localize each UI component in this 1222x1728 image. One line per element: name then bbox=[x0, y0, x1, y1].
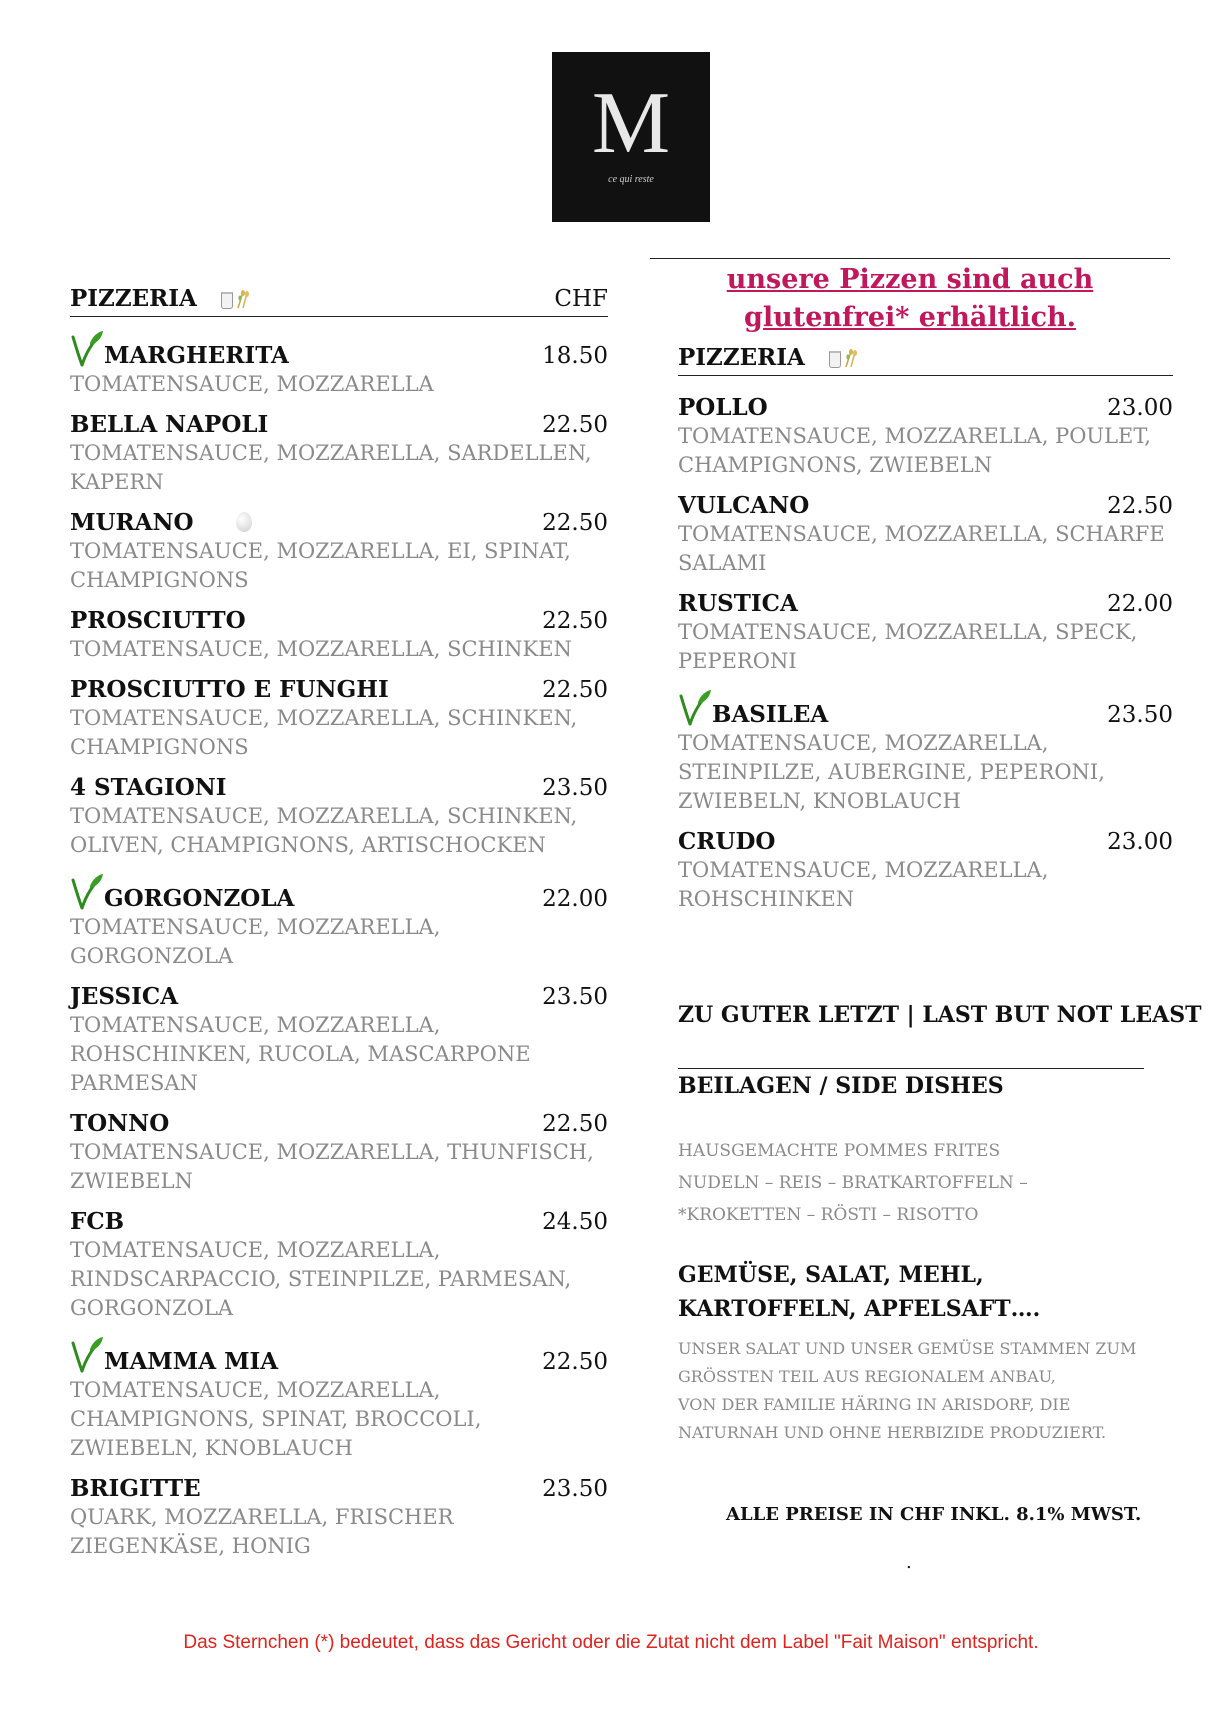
section-title: PIZZERIA bbox=[70, 285, 197, 312]
vegetables-line: NATURNAH UND OHNE HERBIZIDE PRODUZIERT. bbox=[678, 1423, 1107, 1442]
menu-item bbox=[70, 983, 608, 1098]
menu-item bbox=[70, 1335, 608, 1463]
menu-item-description: TOMATENSAUCE, MOZZARELLA, ROHSCHINKEN bbox=[678, 858, 1049, 911]
menu-item-name bbox=[678, 828, 775, 855]
menu-item-description: TOMATENSAUCE, MOZZARELLA, ROHSCHINKEN, RUCOLA, MASCARPONE PARMESAN bbox=[70, 1013, 531, 1095]
menu-item-row bbox=[70, 1110, 608, 1137]
menu-item-name-text: FCB bbox=[70, 1208, 125, 1235]
menu-item-row bbox=[70, 509, 608, 536]
vegetarian-leaf-icon bbox=[70, 329, 104, 369]
menu-item-price: 22.00 bbox=[542, 886, 608, 912]
menu-item-name bbox=[70, 1335, 278, 1375]
menu-item-name-text: TONNO bbox=[70, 1110, 170, 1137]
menu-item bbox=[678, 828, 1173, 914]
menu-item-price: 22.50 bbox=[542, 1349, 608, 1375]
menu-item-name-text: MAMMA MIA bbox=[104, 1348, 279, 1375]
menu-item-row bbox=[678, 394, 1173, 421]
right-section-header bbox=[678, 344, 1173, 376]
menu-item-name-text: MURANO bbox=[70, 509, 194, 536]
menu-item-description: TOMATENSAUCE, MOZZARELLA, STEINPILZE, AUBERGINE, PEPERONI, ZWIEBELN, KNOBLAUCH bbox=[678, 731, 1105, 813]
menu-item-name bbox=[70, 607, 246, 634]
menu-item-name bbox=[70, 1208, 124, 1235]
menu-item bbox=[678, 492, 1173, 578]
menu-item-name bbox=[70, 1110, 169, 1137]
menu-item-row bbox=[70, 983, 608, 1010]
menu-item-row bbox=[70, 872, 608, 912]
menu-item-name-text: GORGONZOLA bbox=[104, 885, 295, 912]
dot: . bbox=[906, 1552, 912, 1573]
menu-item-row bbox=[70, 774, 608, 801]
left-menu-column bbox=[70, 285, 608, 1561]
menu-item-description: TOMATENSAUCE, MOZZARELLA, SCHINKEN, OLIVEN, CHAMPIGNONS, ARTISCHOCKEN bbox=[70, 804, 578, 857]
menu-item-name-text: POLLO bbox=[678, 394, 768, 421]
menu-item-name bbox=[678, 394, 768, 421]
menu-item-price: 23.50 bbox=[542, 1476, 608, 1502]
menu-item bbox=[70, 1208, 608, 1323]
menu-item bbox=[70, 509, 608, 595]
menu-item-name-text: BRIGITTE bbox=[70, 1475, 201, 1502]
left-item-list bbox=[70, 329, 608, 1561]
menu-item-name bbox=[70, 983, 178, 1010]
wheat-icon bbox=[843, 348, 859, 368]
menu-item-price: 24.50 bbox=[542, 1209, 608, 1235]
left-section-header bbox=[70, 285, 608, 317]
menu-item-description: TOMATENSAUCE, MOZZARELLA, SPECK, PEPERONI bbox=[678, 620, 1138, 673]
menu-item-name-text: JESSICA bbox=[70, 983, 179, 1010]
currency-label: CHF bbox=[554, 286, 608, 312]
menu-item-price: 23.50 bbox=[1107, 702, 1173, 728]
vegetarian-leaf-icon bbox=[70, 872, 104, 912]
menu-item-name-text: BASILEA bbox=[712, 701, 829, 728]
menu-item-price: 23.00 bbox=[1107, 829, 1173, 855]
vegetables-text bbox=[678, 1335, 1148, 1447]
menu-item-row bbox=[70, 329, 608, 369]
menu-item-name-text: VULCANO bbox=[678, 492, 810, 519]
menu-item-price: 22.50 bbox=[542, 1111, 608, 1137]
section-title: PIZZERIA bbox=[678, 344, 805, 371]
right-menu-column bbox=[678, 344, 1173, 914]
menu-item-name-text: 4 STAGIONI bbox=[70, 774, 227, 801]
menu-item-row bbox=[678, 828, 1173, 855]
menu-item bbox=[70, 1110, 608, 1196]
vegetarian-leaf-icon bbox=[70, 1335, 104, 1375]
menu-item-price: 22.50 bbox=[542, 412, 608, 438]
right-item-list bbox=[678, 394, 1173, 914]
menu-item bbox=[70, 411, 608, 497]
menu-item-name bbox=[70, 1475, 201, 1502]
menu-item-row bbox=[70, 1475, 608, 1502]
menu-item-price: 23.50 bbox=[542, 984, 608, 1010]
menu-item-name-text: CRUDO bbox=[678, 828, 776, 855]
vegetables-heading: GEMÜSE, SALAT, MEHL, KARTOFFELN, APFELSAFT…. bbox=[678, 1262, 1041, 1322]
allergen-icons bbox=[221, 289, 251, 309]
menu-item-price: 23.50 bbox=[542, 775, 608, 801]
milk-cup-icon bbox=[221, 292, 233, 309]
menu-item-price: 22.50 bbox=[542, 677, 608, 703]
menu-item-price: 22.50 bbox=[542, 510, 608, 536]
vegetables-line: GRÖSSTEN TEIL AUS REGIONALEM ANBAU, bbox=[678, 1367, 1056, 1386]
milk-cup-icon bbox=[829, 351, 841, 368]
wheat-icon bbox=[235, 289, 251, 309]
menu-item-description: QUARK, MOZZARELLA, FRISCHER ZIEGENKÄSE, HONIG bbox=[70, 1505, 454, 1558]
logo-tagline: ce qui reste bbox=[608, 174, 654, 185]
menu-item-price: 23.00 bbox=[1107, 395, 1173, 421]
menu-item-description: TOMATENSAUCE, MOZZARELLA, POULET, CHAMPIGNONS, ZWIEBELN bbox=[678, 424, 1151, 477]
menu-item bbox=[70, 676, 608, 762]
menu-item-description: TOMATENSAUCE, MOZZARELLA bbox=[70, 372, 434, 396]
vegetables-line: VON DER FAMILIE HÄRING IN ARISDORF, DIE bbox=[678, 1395, 1071, 1414]
menu-item-name-text: PROSCIUTTO bbox=[70, 607, 246, 634]
side-dishes-heading: BEILAGEN / SIDE DISHES bbox=[678, 1068, 1144, 1099]
menu-item-description: TOMATENSAUCE, MOZZARELLA, SCHINKEN bbox=[70, 637, 572, 661]
menu-item-description: TOMATENSAUCE, MOZZARELLA, RINDSCARPACCIO, STEINPILZE, PARMESAN, GORGONZOLA bbox=[70, 1238, 572, 1320]
menu-item-row bbox=[70, 676, 608, 703]
menu-item bbox=[678, 590, 1173, 676]
menu-item-description: TOMATENSAUCE, MOZZARELLA, EI, SPINAT, CHAMPIGNONS bbox=[70, 539, 571, 592]
allergen-icons bbox=[829, 348, 859, 368]
menu-item bbox=[70, 774, 608, 860]
side-dishes-line: *KROKETTEN – RÖSTI – RISOTTO bbox=[678, 1205, 979, 1225]
menu-item bbox=[70, 607, 608, 664]
menu-item-name bbox=[678, 590, 798, 617]
menu-item-description: TOMATENSAUCE, MOZZARELLA, SARDELLEN, KAPERN bbox=[70, 441, 592, 494]
gluten-free-note: unsere Pizzen sind auch glutenfrei* erhältlich. bbox=[650, 258, 1170, 337]
menu-item-name bbox=[678, 688, 828, 728]
menu-item-row bbox=[678, 590, 1173, 617]
egg-icon bbox=[236, 512, 252, 532]
menu-item bbox=[678, 394, 1173, 480]
menu-item bbox=[70, 1475, 608, 1561]
menu-item-row bbox=[70, 1335, 608, 1375]
menu-item-row bbox=[678, 492, 1173, 519]
menu-item-name bbox=[70, 411, 268, 438]
menu-item-description: TOMATENSAUCE, MOZZARELLA, SCHINKEN, CHAMPIGNONS bbox=[70, 706, 578, 759]
menu-item-description: TOMATENSAUCE, MOZZARELLA, GORGONZOLA bbox=[70, 915, 441, 968]
menu-item-description: TOMATENSAUCE, MOZZARELLA, CHAMPIGNONS, SPINAT, BROCCOLI, ZWIEBELN, KNOBLAUCH bbox=[70, 1378, 482, 1460]
menu-item-name-text: RUSTICA bbox=[678, 590, 798, 617]
menu-item-price: 22.50 bbox=[542, 608, 608, 634]
menu-item bbox=[70, 872, 608, 971]
menu-item-description: TOMATENSAUCE, MOZZARELLA, THUNFISCH, ZWIEBELN bbox=[70, 1140, 594, 1193]
menu-item-price: 18.50 bbox=[542, 343, 608, 369]
menu-item-name bbox=[70, 774, 227, 801]
side-dishes-list bbox=[678, 1135, 1028, 1231]
menu-item-description: TOMATENSAUCE, MOZZARELLA, SCHARFE SALAMI bbox=[678, 522, 1165, 575]
menu-item-price: 22.00 bbox=[1107, 591, 1173, 617]
vegetables-line: UNSER SALAT UND UNSER GEMÜSE STAMMEN ZUM bbox=[678, 1339, 1137, 1358]
restaurant-logo bbox=[552, 52, 710, 222]
menu-item-name bbox=[70, 676, 389, 703]
menu-item-name bbox=[70, 329, 289, 369]
side-dishes-line: HAUSGEMACHTE POMMES FRITES bbox=[678, 1141, 1001, 1161]
menu-item-name bbox=[678, 492, 809, 519]
menu-item bbox=[678, 688, 1173, 816]
fait-maison-footnote: Das Sternchen (*) bedeutet, dass das Gericht oder die Zutat nicht dem Label "Fait Maison" entspricht. bbox=[183, 1632, 1039, 1653]
menu-item-name bbox=[70, 509, 252, 536]
prices-vat-note: ALLE PREISE IN CHF INKL. 8.1% MWST. bbox=[726, 1504, 1142, 1525]
menu-item-price: 22.50 bbox=[1107, 493, 1173, 519]
menu-item-row bbox=[678, 688, 1173, 728]
menu-item-name-text: MARGHERITA bbox=[104, 342, 289, 369]
logo-letter: M bbox=[591, 75, 671, 172]
vegetarian-leaf-icon bbox=[678, 688, 712, 728]
menu-item-name-text: BELLA NAPOLI bbox=[70, 411, 269, 438]
side-dishes-line: NUDELN – REIS – BRATKARTOFFELN – bbox=[678, 1173, 1028, 1193]
menu-item-row bbox=[70, 607, 608, 634]
menu-item-row bbox=[70, 411, 608, 438]
last-but-not-least-heading: ZU GUTER LETZT | LAST BUT NOT LEAST bbox=[678, 1002, 1202, 1028]
menu-item-name bbox=[70, 872, 294, 912]
menu-item bbox=[70, 329, 608, 399]
menu-item-name-text: PROSCIUTTO E FUNGHI bbox=[70, 676, 389, 703]
menu-item-row bbox=[70, 1208, 608, 1235]
